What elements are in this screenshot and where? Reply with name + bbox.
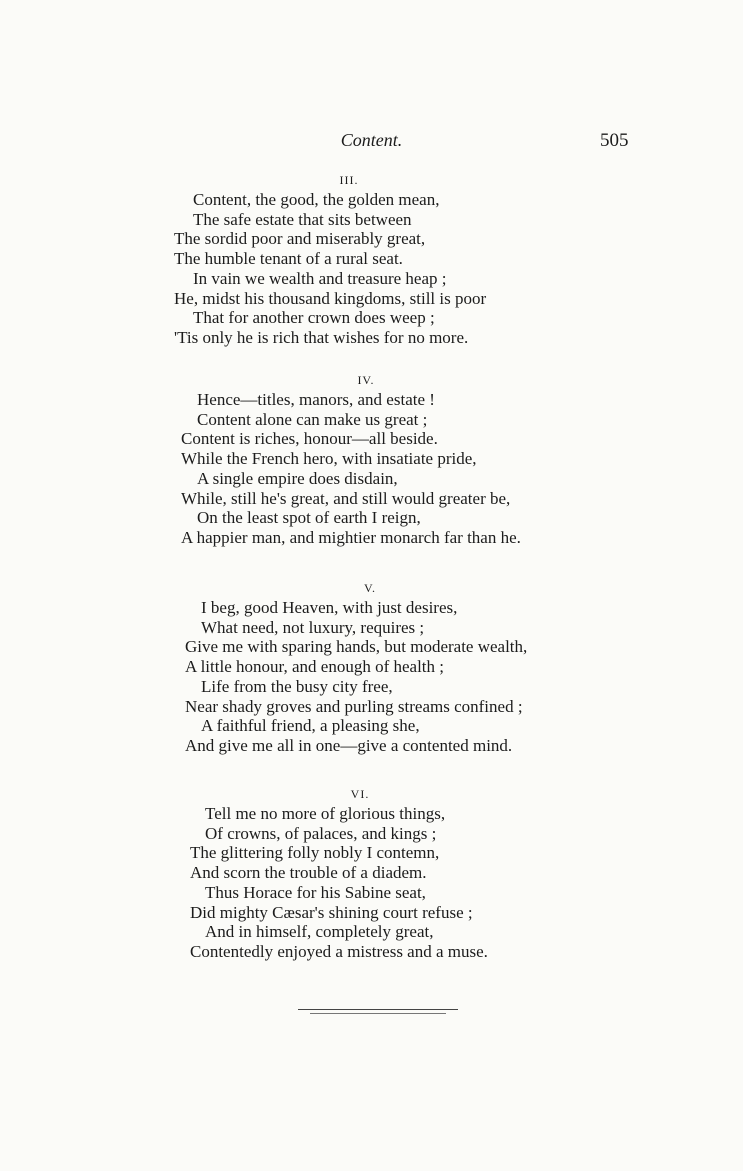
poem-line: A faithful friend, a pleasing she, (201, 716, 420, 736)
poem-line: A single empire does disdain, (197, 468, 398, 488)
stanza-vi (190, 784, 530, 962)
poem-line: And in himself, completely great, (205, 922, 434, 942)
stanza-numeral: V. (363, 581, 377, 595)
poem-line: The humble tenant of a rural seat. (174, 249, 403, 269)
end-rule-underline (310, 1013, 446, 1014)
poem-line: Thus Horace for his Sabine seat, (205, 882, 426, 902)
stanza-iii (174, 170, 514, 348)
poem-line: A little honour, and enough of health ; (185, 657, 444, 677)
poem-line: And scorn the trouble of a diadem. (190, 863, 427, 883)
poem-line: 'Tis only he is rich that wishes for no more. (174, 327, 469, 347)
poem-line: Hence—titles, manors, and estate ! (197, 390, 435, 409)
poem-line: Contentedly enjoyed a mistress and a muse. (190, 941, 488, 961)
poem-line: A happier man, and mightier monarch far than he. (181, 527, 521, 547)
poem-line: Content is riches, honour—all beside. (181, 429, 438, 449)
stanza-numeral: III. (339, 173, 359, 187)
poem-line: And give me all in one—give a contented mind. (185, 735, 513, 755)
running-header-title: Content. (340, 130, 403, 150)
poem-line: The glittering folly nobly I contemn, (190, 843, 440, 863)
end-rule (298, 1009, 458, 1010)
poem-line: He, midst his thousand kingdoms, still is poor (174, 288, 487, 308)
poem-line: Life from the busy city free, (201, 676, 393, 696)
poem-line: Did mighty Cæsar's shining court refuse ; (190, 902, 473, 922)
poem-line: In vain we wealth and treasure heap ; (193, 268, 447, 288)
poem-line: Content, the good, the golden mean, (193, 190, 440, 209)
poem-line: Of crowns, of palaces, and kings ; (205, 823, 437, 843)
poem-line: I beg, good Heaven, with just desires, (201, 598, 458, 617)
poem-line: On the least spot of earth I reign, (197, 508, 421, 528)
poem-line: That for another crown does weep ; (193, 308, 435, 328)
stanza-numeral: IV. (357, 373, 375, 387)
poem-line: Give me with sparing hands, but moderate wealth, (185, 637, 528, 657)
poem-line: While the French hero, with insatiate pride, (181, 449, 477, 469)
poem-line: What need, not luxury, requires ; (201, 617, 425, 637)
stanza-v (185, 578, 555, 756)
stanza-iv (181, 370, 551, 548)
poem-line: Tell me no more of glorious things, (205, 804, 446, 823)
poem-line: While, still he's great, and still would greater be, (181, 488, 511, 508)
poem-line: The sordid poor and miserably great, (174, 229, 426, 249)
poem-line: The safe estate that sits between (193, 209, 412, 229)
poem-line: Content alone can make us great ; (197, 409, 428, 429)
stanza-numeral: VI. (350, 787, 370, 801)
poem-line: Near shady groves and purling streams confined ; (185, 696, 523, 716)
page-number: 505 (600, 130, 629, 151)
